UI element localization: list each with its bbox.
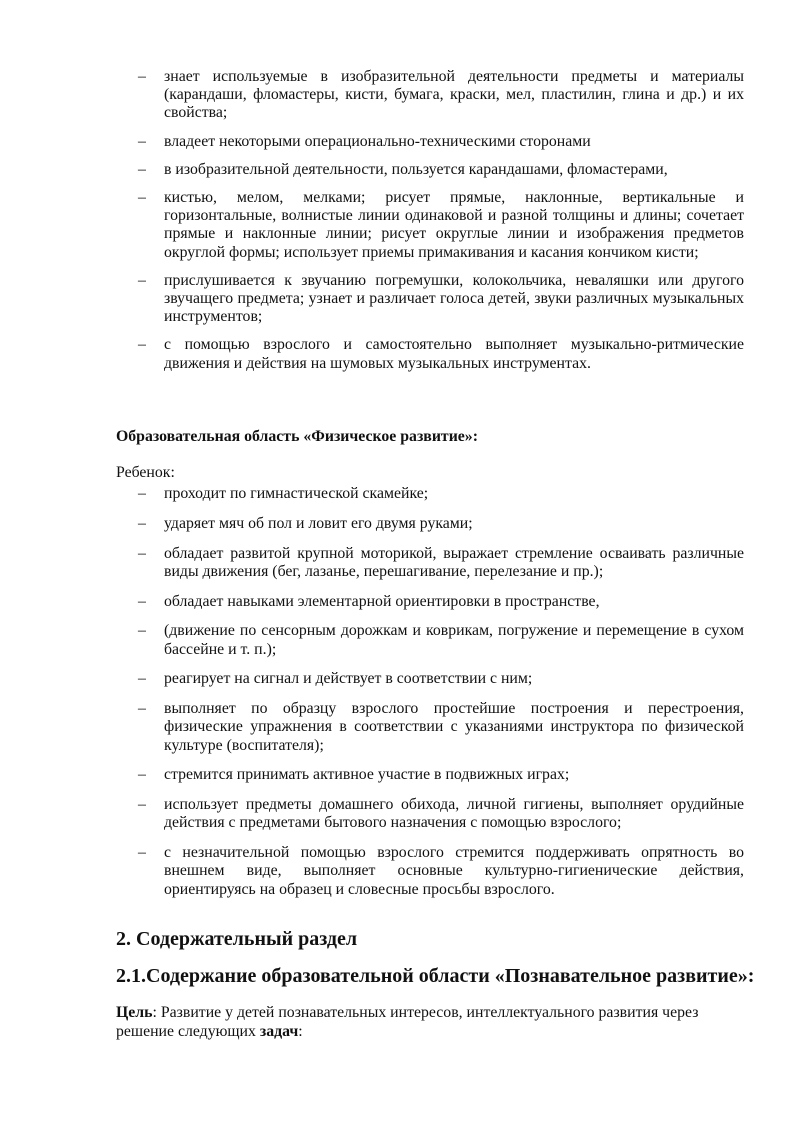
list-item-text: (движение по сенсорным дорожкам и коврикам, погружение и перемещение в сухом бассейне и т. п.); <box>164 622 744 658</box>
dash-bullet: – <box>138 514 146 532</box>
physical-skills-list <box>116 485 744 910</box>
list-item <box>116 133 744 151</box>
list-item-text: кистью, мелом, мелками; рисует прямые, наклонные, вертикальные и горизонтальные, волнистые линии одинаковой и разной толщины и длины; сочетает прямые и наклонные линии; рисует округлые линии и изображения предметов округлой формы; использует приемы примакивания и касания кончиком кисти; <box>164 189 744 261</box>
goal-text: : Развитие у детей познавательных интересов, интеллектуального развития через решение следующих <box>116 1004 699 1040</box>
dash-bullet: – <box>138 766 146 784</box>
list-item <box>116 272 744 327</box>
list-item <box>116 622 744 658</box>
tasks-word: задач <box>259 1023 299 1040</box>
list-item <box>116 766 744 784</box>
dash-bullet: – <box>138 68 146 85</box>
dash-bullet: – <box>138 796 146 814</box>
section-title: 2. Содержательный раздел <box>116 928 358 950</box>
list-item-text: реагирует на сигнал и действует в соответствии с ним; <box>164 670 533 688</box>
list-item <box>116 796 744 832</box>
list-item <box>116 336 744 372</box>
dash-bullet: – <box>138 544 146 562</box>
dash-bullet: – <box>138 132 146 150</box>
list-item <box>116 68 744 123</box>
list-item <box>116 515 744 533</box>
list-item-text: ударяет мяч об пол и ловит его двумя руками; <box>164 514 473 532</box>
dash-bullet: – <box>138 592 146 610</box>
list-item-text: обладает развитой крупной моторикой, выражает стремление осваивать различные виды движения (бег, лазанье, перешагивание, перелезание и пр.); <box>164 544 744 580</box>
list-item <box>116 844 744 899</box>
dash-bullet: – <box>138 485 146 502</box>
list-item-text: знает используемые в изобразительной деятельности предметы и материалы (карандаши, фломастеры, кисти, бумага, краски, мел, пластилин, глина и др.) и их свойства; <box>164 68 744 122</box>
list-item-text: прислушивается к звучанию погремушки, колокольчика, неваляшки или другого звучащего предмета; узнает и различает голоса детей, звуки различных музыкальных инструментов; <box>164 271 744 326</box>
list-item <box>116 670 744 688</box>
list-item-text: проходит по гимнастической скамейке; <box>164 485 429 502</box>
goal-paragraph <box>116 1003 716 1041</box>
subsection-title: 2.1.Содержание образовательной области «Познавательное развитие»: <box>116 965 755 987</box>
goal-text-end: : <box>298 1023 303 1040</box>
dash-bullet: – <box>138 336 146 354</box>
list-item <box>116 189 744 262</box>
dash-bullet: – <box>138 622 146 640</box>
list-item <box>116 593 744 611</box>
dash-bullet: – <box>138 271 146 289</box>
dash-bullet: – <box>138 700 146 718</box>
list-item-text: обладает навыками элементарной ориентировки в пространстве, <box>164 592 600 610</box>
list-item-text: выполняет по образцу взрослого простейшие построения и перестроения, физические упражнения в соответствии с указаниями инструктора по физической культуре (воспитателя); <box>164 700 744 754</box>
list-item <box>116 700 744 755</box>
list-item-text: использует предметы домашнего обихода, личной гигиены, выполняет орудийные действия с предметами бытового назначения с помощью взрослого; <box>164 796 744 832</box>
art-skills-list <box>116 68 744 383</box>
dash-bullet: – <box>138 844 146 862</box>
list-item-text: с незначительной помощью взрослого стремится поддерживать опрятность во внешнем виде, выполняет основные культурно-гигиенические действия, ориентируясь на образец и словесные просьбы взрослого. <box>164 844 744 898</box>
dash-bullet: – <box>138 160 146 178</box>
list-item <box>116 161 744 179</box>
list-item-text: в изобразительной деятельности, пользуется карандашами, фломастерами, <box>164 160 668 178</box>
list-item-text: владеет некоторыми операционально-техническими сторонами <box>164 132 591 150</box>
list-item-text: стремится принимать активное участие в подвижных играх; <box>164 766 570 784</box>
list-item <box>116 545 744 581</box>
list-item-text: с помощью взрослого и самостоятельно выполняет музыкально-ритмические движения и действия на шумовых музыкальных инструментах. <box>164 336 744 372</box>
dash-bullet: – <box>138 670 146 688</box>
dash-bullet: – <box>138 189 146 207</box>
section-heading-physical: Образовательная область «Физическое развитие»: <box>116 428 478 445</box>
goal-label: Цель <box>116 1004 153 1021</box>
list-item <box>116 485 744 503</box>
child-label: Ребенок: <box>116 464 175 481</box>
